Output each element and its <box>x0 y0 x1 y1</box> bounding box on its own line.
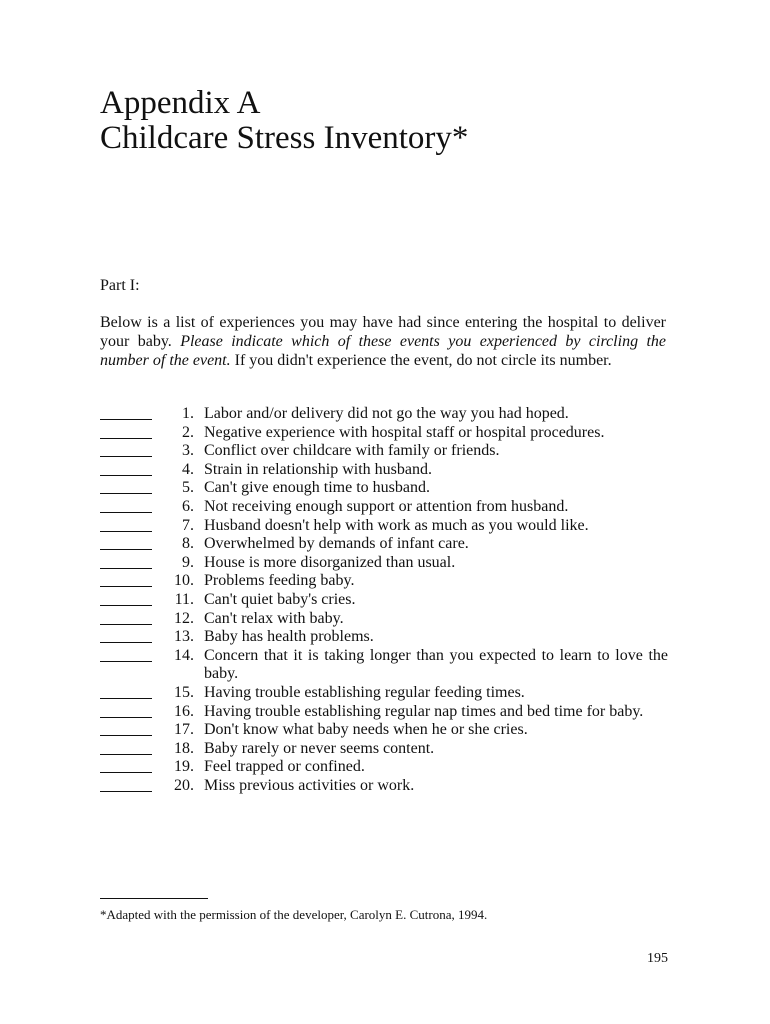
list-item <box>100 498 668 517</box>
item-number[interactable]: 15. <box>174 683 194 701</box>
item-text: Can't quiet baby's cries. <box>204 590 356 608</box>
item-text: Labor and/or delivery did not go the way you had hoped. <box>204 405 569 422</box>
list-item <box>100 740 668 759</box>
title-line-1: Appendix A <box>100 85 261 121</box>
answer-blank[interactable] <box>100 661 152 662</box>
item-text: Strain in relationship with husband. <box>204 460 432 478</box>
answer-blank[interactable] <box>100 735 152 736</box>
item-number[interactable]: 12. <box>174 609 194 627</box>
item-number[interactable]: 16. <box>174 702 194 720</box>
item-number[interactable]: 9. <box>182 553 194 571</box>
answer-blank[interactable] <box>100 624 152 625</box>
item-number[interactable]: 8. <box>182 535 194 553</box>
item-number[interactable]: 17. <box>174 721 194 739</box>
item-number[interactable]: 7. <box>182 516 194 534</box>
answer-blank[interactable] <box>100 772 152 773</box>
event-list <box>100 405 668 795</box>
answer-blank[interactable] <box>100 493 152 494</box>
footnote: *Adapted with the permission of the developer, Carolyn E. Cutrona, 1994. <box>100 907 488 922</box>
title-line-2: Childcare Stress Inventory* <box>100 120 469 156</box>
answer-blank[interactable] <box>100 531 152 532</box>
item-number[interactable]: 6. <box>182 497 194 515</box>
list-item <box>100 424 668 443</box>
answer-blank[interactable] <box>100 475 152 476</box>
item-text: Baby rarely or never seems content. <box>204 739 435 757</box>
answer-blank[interactable] <box>100 717 152 718</box>
list-item <box>100 479 668 498</box>
item-text: Feel trapped or confined. <box>204 758 365 776</box>
list-item <box>100 721 668 740</box>
item-text: Concern that it is taking longer than you expected to learn to love the baby. <box>204 646 668 683</box>
list-item <box>100 647 668 684</box>
item-number[interactable]: 13. <box>174 628 194 646</box>
answer-blank[interactable] <box>100 642 152 643</box>
answer-blank[interactable] <box>100 549 152 550</box>
list-item <box>100 405 668 424</box>
item-text: Conflict over childcare with family or friends. <box>204 442 500 460</box>
item-text: Can't relax with baby. <box>204 609 344 627</box>
item-text: Having trouble establishing regular feeding times. <box>204 683 525 701</box>
instructions-text-2: If you didn't experience the event, do not circle its number. <box>230 352 612 369</box>
item-number[interactable]: 19. <box>174 758 194 776</box>
item-number[interactable]: 18. <box>174 739 194 757</box>
item-number[interactable]: 14. <box>174 646 194 664</box>
item-text: Miss previous activities or work. <box>204 776 415 794</box>
list-item <box>100 684 668 703</box>
page-title <box>100 86 700 156</box>
list-item <box>100 554 668 573</box>
answer-blank[interactable] <box>100 605 152 606</box>
list-item <box>100 572 668 591</box>
part-label: Part I: <box>100 277 140 294</box>
list-item <box>100 610 668 629</box>
list-item <box>100 591 668 610</box>
item-number[interactable]: 4. <box>182 460 194 478</box>
list-item <box>100 461 668 480</box>
footnote-rule <box>100 898 208 899</box>
answer-blank[interactable] <box>100 456 152 457</box>
list-item <box>100 777 668 796</box>
answer-blank[interactable] <box>100 419 152 420</box>
answer-blank[interactable] <box>100 754 152 755</box>
instructions-text-1: Below is a list of experiences you may have had since entering the hospital to deliver your baby. <box>100 314 666 350</box>
answer-blank[interactable] <box>100 586 152 587</box>
item-text: Baby has health problems. <box>204 628 374 646</box>
item-number[interactable]: 1. <box>182 405 194 422</box>
item-text: House is more disorganized than usual. <box>204 553 456 571</box>
answer-blank[interactable] <box>100 512 152 513</box>
instructions-italic: Please indicate which of these events you experienced by circling the number of the event. <box>100 333 667 369</box>
item-number[interactable]: 10. <box>174 572 194 590</box>
list-item <box>100 442 668 461</box>
answer-blank[interactable] <box>100 791 152 792</box>
item-number[interactable]: 3. <box>182 442 194 460</box>
answer-blank[interactable] <box>100 698 152 699</box>
list-item <box>100 517 668 536</box>
list-item <box>100 628 668 647</box>
page-number: 195 <box>647 951 668 966</box>
item-number[interactable]: 20. <box>174 776 194 794</box>
item-text: Husband doesn't help with work as much as you would like. <box>204 516 589 534</box>
item-text: Not receiving enough support or attention from husband. <box>204 497 569 515</box>
item-text: Problems feeding baby. <box>204 572 355 590</box>
item-text: Overwhelmed by demands of infant care. <box>204 535 469 553</box>
instructions-paragraph <box>100 313 666 370</box>
answer-blank[interactable] <box>100 438 152 439</box>
answer-blank[interactable] <box>100 568 152 569</box>
item-number[interactable]: 5. <box>182 479 194 497</box>
list-item <box>100 703 668 722</box>
item-text: Can't give enough time to husband. <box>204 479 430 497</box>
item-number[interactable]: 2. <box>182 423 194 441</box>
item-text: Negative experience with hospital staff or hospital procedures. <box>204 423 605 441</box>
list-item <box>100 535 668 554</box>
item-number[interactable]: 11. <box>174 590 194 608</box>
item-text: Having trouble establishing regular nap times and bed time for baby. <box>204 702 644 720</box>
item-text: Don't know what baby needs when he or she cries. <box>204 721 528 739</box>
list-item <box>100 758 668 777</box>
